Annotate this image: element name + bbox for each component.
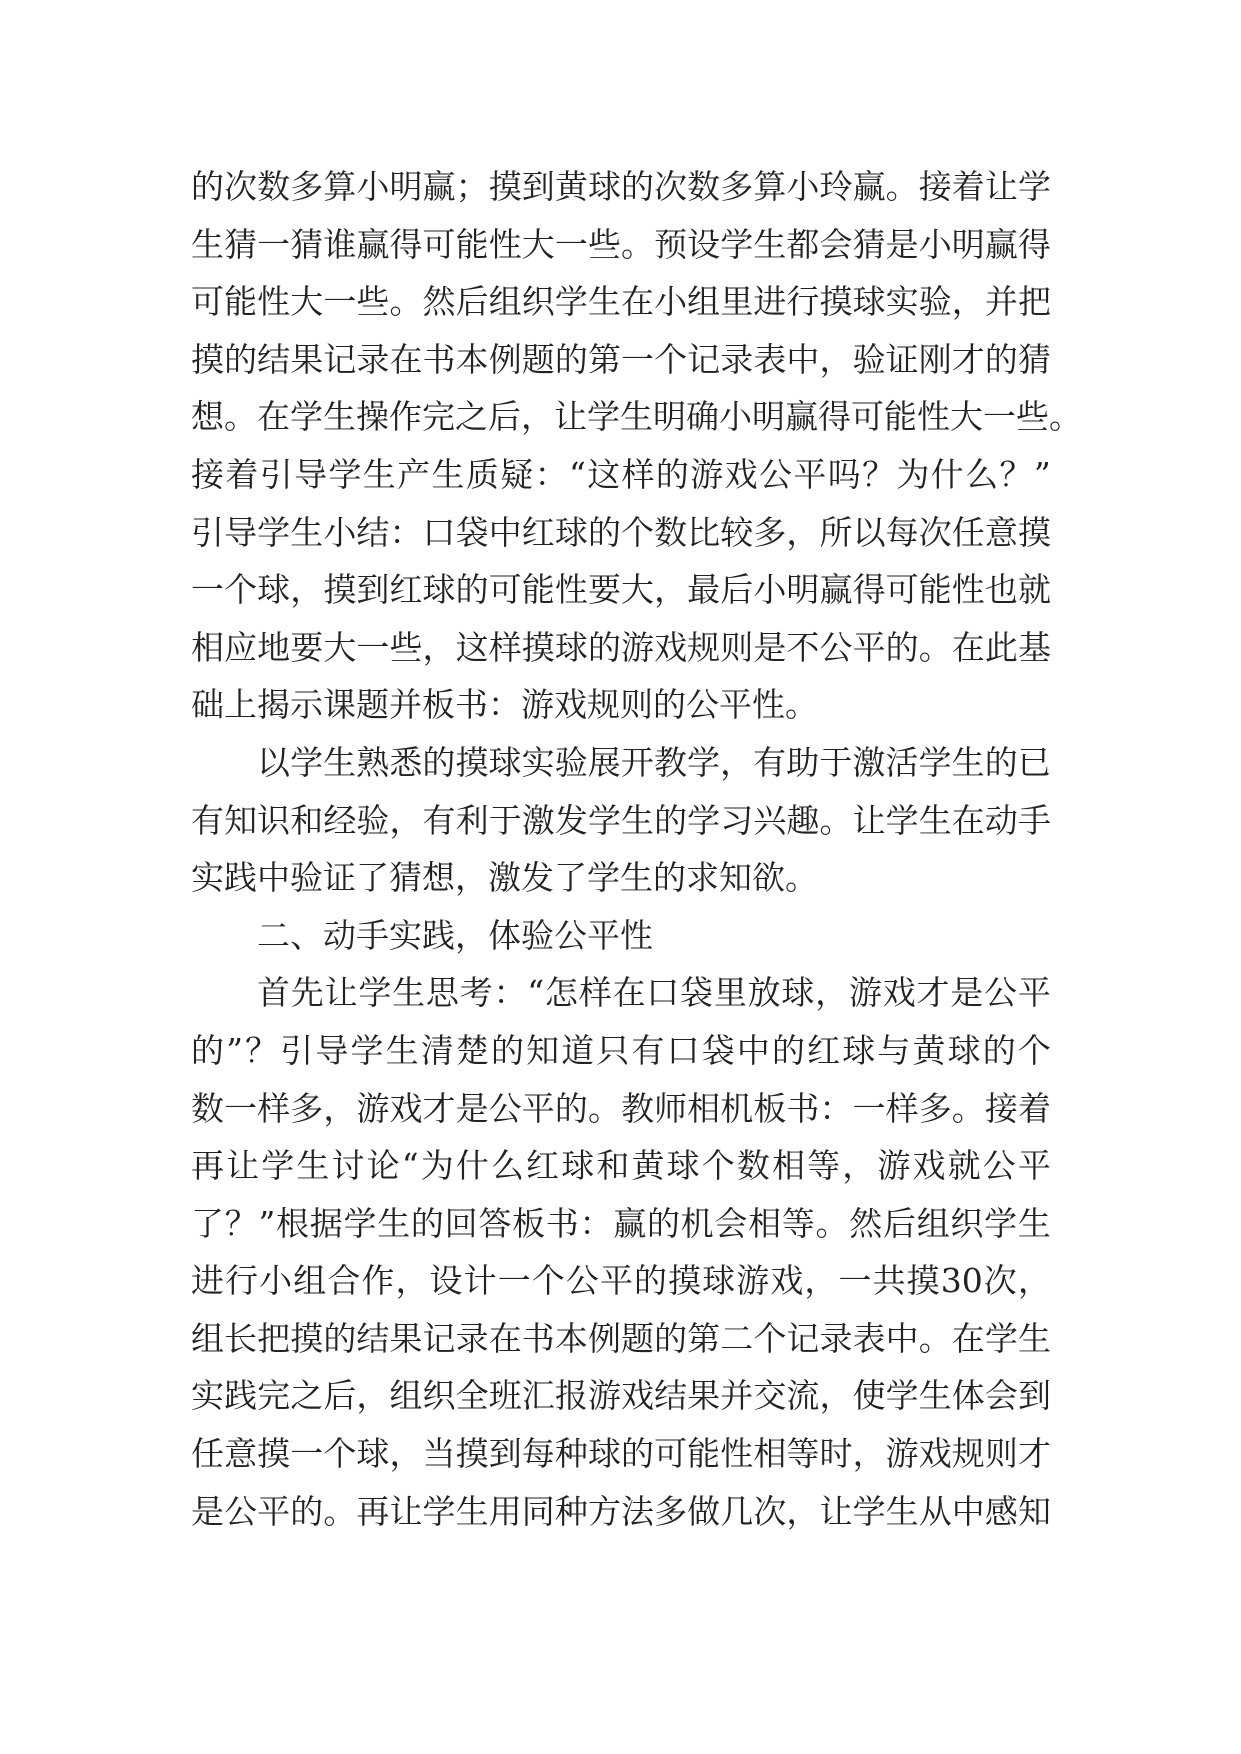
text-line: 一 个 球 ， 摸 到 红 球 的 可 能 性 要 大 ， 最 后 小 明 赢 得 可 能 性 也 就 (191, 570, 1051, 610)
text-line: 以 学 生 熟 悉 的 摸 球 实 验 展 开 教 学 ， 有 助 于 激 活 学 生 的 已 (257, 742, 1051, 782)
text-line: 是 公 平 的 。 再 让 学 生 用 同 种 方 法 多 做 几 次 ， 让 学 生 从 中 感 知 (191, 1491, 1051, 1531)
text-line: 实 践 完 之 后 ， 组 织 全 班 汇 报 游 戏 结 果 并 交 流 ， 使 学 生 体 会 到 (191, 1376, 1051, 1416)
text-line: 再 让 学 生 讨 论 “ 为 什 么 红 球 和 黄 球 个 数 相 等 ， 游 戏 就 公 平 (191, 1146, 1051, 1186)
text-line: 相 应 地 要 大 一 些 ， 这 样 摸 球 的 游 戏 规 则 是 不 公 平 的 。 在 此 基 (191, 627, 1051, 667)
text-line: 的 ” ？ 引 导 学 生 清 楚 的 知 道 只 有 口 袋 中 的 红 球 与 黄 球 的 个 (191, 1030, 1051, 1070)
text-line: 组 长 把 摸 的 结 果 记 录 在 书 本 例 题 的 第 二 个 记 录 表 中 。 在 学 生 (191, 1318, 1051, 1358)
text-line: 二、动手实践，体验公平性 (257, 915, 653, 955)
text-line: 想 。 在 学 生 操 作 完 之 后 ， 让 学 生 明 确 小 明 赢 得 可 能 性 大 一 些 。 (191, 397, 1082, 437)
text-line: 任 意 摸 一 个 球 ， 当 摸 到 每 种 球 的 可 能 性 相 等 时 ， 游 戏 规 则 才 (191, 1434, 1051, 1474)
text-line: 可 能 性 大 一 些 。 然 后 组 织 学 生 在 小 组 里 进 行 摸 球 实 验 ， 并 把 (191, 282, 1051, 322)
text-line: 生 猜 一 猜 谁 赢 得 可 能 性 大 一 些 。 预 设 学 生 都 会 猜 是 小 明 赢 得 (191, 224, 1051, 264)
text-line: 础上揭示课题并板书：游戏规则的公平性。 (191, 685, 818, 725)
text-line: 数 一 样 多 ， 游 戏 才 是 公 平 的 。 教 师 相 机 板 书 ： 一 样 多 。 接 着 (191, 1088, 1051, 1128)
text-line: 接 着 引 导 学 生 产 生 质 疑 ： “ 这 样 的 游 戏 公 平 吗 ？ 为 什 么 ？ ” (191, 454, 1051, 494)
text-line: 首 先 让 学 生 思 考 ： “ 怎 样 在 口 袋 里 放 球 ， 游 戏 才 是 公 平 (257, 973, 1051, 1013)
text-line: 摸 的 结 果 记 录 在 书 本 例 题 的 第 一 个 记 录 表 中 ， 验 证 刚 才 的 猜 (191, 339, 1051, 379)
body-text (191, 158, 1082, 1540)
text-line: 了 ？ ” 根 据 学 生 的 回 答 板 书 ： 赢 的 机 会 相 等 。 然 后 组 织 学 生 (191, 1203, 1051, 1243)
text-line: 有 知 识 和 经 验 ， 有 利 于 激 发 学 生 的 学 习 兴 趣 。 让 学 生 在 动 手 (191, 800, 1051, 840)
text-line: 实践中验证了猜想，激发了学生的求知欲。 (191, 858, 818, 898)
text-line: 的 次 数 多 算 小 明 赢 ； 摸 到 黄 球 的 次 数 多 算 小 玲 赢 。 接 着 让 学 (191, 167, 1051, 206)
text-line: 引 导 学 生 小 结 ： 口 袋 中 红 球 的 个 数 比 较 多 ， 所 以 每 次 任 意 摸 (191, 512, 1051, 552)
text-line: 进 行 小 组 合 作 ， 设 计 一 个 公 平 的 摸 球 游 戏 ， 一 共 摸 30 次 ， (191, 1261, 1051, 1301)
